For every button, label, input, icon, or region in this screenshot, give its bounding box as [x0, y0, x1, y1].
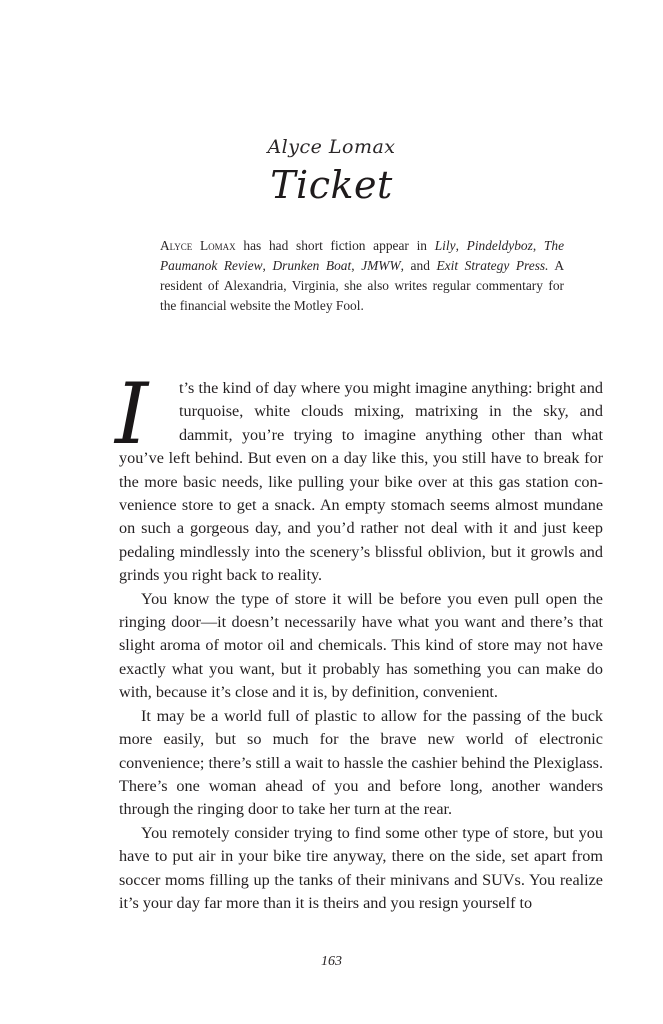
bio-text: has had short fiction appear in: [235, 238, 435, 253]
publication-title: Drunken Boat: [272, 258, 352, 273]
paragraph: You remotely consider trying to find some other type of store, but you have to put air in your bike tire anyway, there on the side, set apart from soccer moms filling up the tanks of their minivans and SUVs. You realize it’s your day far more than it is theirs and you resign yourself to: [119, 823, 603, 912]
author-heading: Alyce Lomax: [267, 136, 396, 158]
bio-text: ,: [455, 238, 467, 253]
bio-text: ,: [262, 258, 273, 273]
publication-title: Pindeldyboz: [466, 238, 533, 253]
paragraph: [115, 365, 603, 588]
story-title: Ticket: [270, 163, 393, 207]
drop-cap: I: [115, 365, 149, 463]
bio-text: ,: [351, 258, 362, 273]
bio-author-name: Alyce Lomax: [160, 238, 236, 253]
story-body: [115, 365, 603, 915]
publication-title: The Paumanok Review: [160, 238, 565, 273]
author-bio: [160, 236, 564, 316]
publication-title: Lily: [434, 238, 456, 253]
paragraph-text: t’s the kind of day where you might imagine anything: bright and turquoise, white clouds mixing, matrixing in the sky, and dammit, you’re trying to imagine anything other than what you’ve left behind. But even on a day like this, you still have to break for the more basic needs, like pulling your bike over at this gas station convenience store to get a snack. An empty stomach seems almost mundane on such a gorgeous day, and you’d rather not deal with it and just keep pedaling mindlessly into the scenery’s blissful oblivion, but it growls and grinds you right back to reality.: [119, 379, 603, 585]
paragraph: It may be a world full of plastic to allow for the passing of the buck more easily, but so much for the brave new world of electronic convenience; there’s still a wait to hassle the cashier behind the Plexiglass. There’s one woman ahead of you and before long, another wanders through the ringing door to take her turn at the rear.: [119, 706, 603, 819]
publication-title: JMWW: [361, 258, 401, 273]
publication-title: Exit Strategy Press.: [436, 258, 549, 273]
bio-text: , and: [400, 258, 437, 273]
page-number: 163: [321, 954, 342, 969]
bio-text: A resident of Alexandria, Virginia, she also writes regular commentary for the financial website the Motley Fool.: [160, 258, 564, 313]
bio-text: ,: [532, 238, 544, 253]
paragraph: You know the type of store it will be before you even pull open the ringing door—it doesn’t necessarily have what you want and there’s that slight aroma of motor oil and chemicals. This kind of store may not have exactly what you want, but it probably has something you can make do with, because it’s close and it is, by definition, convenient.: [119, 589, 603, 702]
